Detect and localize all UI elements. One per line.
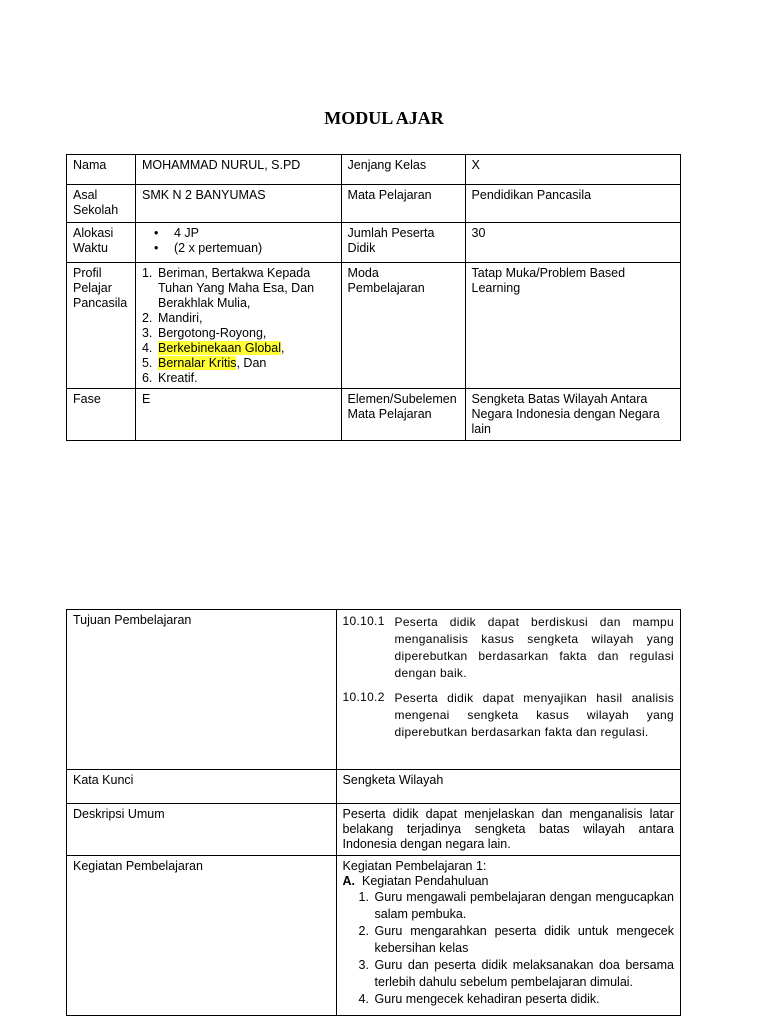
page-title: MODUL AJAR xyxy=(324,108,444,128)
kegiatan-value xyxy=(336,856,680,1016)
tujuan-item: 10.10.2 Peserta didik dapat menyajikan hasil analisis mengenai sengketa kasus wilayah yang diperebutkan berdasarkan fakta dan regulasi. xyxy=(342,690,674,739)
deskripsi-label: Deskripsi Umum xyxy=(67,804,337,856)
alokasi-label: Alokasi Waktu xyxy=(67,223,136,263)
identity-table xyxy=(66,154,681,441)
kegiatan-item: 2. Guru mengarahkan peserta didik untuk mengecek kebersihan kelas xyxy=(358,924,674,955)
deskripsi-value: Peserta didik dapat menjelaskan dan menganalisis latar belakang terjadinya sengketa batas wilayah antara Indonesia dengan negara lain. xyxy=(336,804,680,856)
kegiatan-item: 1. Guru mengawali pembelajaran dengan mengucapkan salam pembuka. xyxy=(358,890,674,921)
alokasi-item: • (2 x pertemuan) xyxy=(142,241,335,256)
kegiatan-heading: Kegiatan Pembelajaran 1: xyxy=(342,859,487,873)
kegiatan-item: 4. Guru mengecek kehadiran peserta didik. xyxy=(358,992,600,1006)
jenjang-label: Jenjang Kelas xyxy=(341,155,465,185)
elemen-label: Elemen/Subelemen Mata Pelajaran xyxy=(341,389,465,441)
elemen-value: Sengketa Batas Wilayah Antara Negara Indonesia dengan Negara lain xyxy=(465,389,680,441)
profil-label: Profil Pelajar Pancasila xyxy=(67,263,136,389)
tujuan-label: Tujuan Pembelajaran xyxy=(67,610,337,770)
kegiatan-item: 3. Guru dan peserta didik melaksanakan doa bersama terlebih dahulu sebelum pembelajaran dimulai. xyxy=(358,958,674,989)
mapel-value: Pendidikan Pancasila xyxy=(465,185,680,223)
alokasi-value xyxy=(135,223,341,263)
jumlah-label: Jumlah Peserta Didik xyxy=(341,223,465,263)
fase-value: E xyxy=(135,389,341,441)
kata-kunci-label: Kata Kunci xyxy=(67,770,337,804)
alokasi-item: • 4 JP xyxy=(142,226,335,241)
jenjang-value: X xyxy=(465,155,680,185)
mapel-label: Mata Pelajaran xyxy=(341,185,465,223)
highlighted-text: Bernalar Kritis xyxy=(157,356,237,370)
profil-item: 5. Bernalar Kritis, Dan xyxy=(141,356,267,370)
nama-label: Nama xyxy=(67,155,136,185)
profil-item: 6. Kreatif. xyxy=(141,371,198,385)
kegiatan-label: Kegiatan Pembelajaran xyxy=(67,856,337,1016)
details-table xyxy=(66,609,681,1016)
asal-label: Asal Sekolah xyxy=(67,185,136,223)
asal-value: SMK N 2 BANYUMAS xyxy=(135,185,341,223)
tujuan-item: 10.10.1 Peserta didik dapat berdiskusi dan mampu menganalisis kasus sengketa wilayah yang diperebutkan berdasarkan fakta dan regulasi dengan baik. xyxy=(342,614,674,680)
kegiatan-subheading: A. Kegiatan Pendahuluan xyxy=(342,874,489,888)
profil-value xyxy=(135,263,341,389)
highlighted-text: Berkebinekaan Global xyxy=(157,341,281,355)
profil-item: 4. Berkebinekaan Global, xyxy=(141,341,285,355)
moda-label: Moda Pembelajaran xyxy=(341,263,465,389)
fase-label: Fase xyxy=(67,389,136,441)
profil-item: 2. Mandiri, xyxy=(141,311,203,325)
tujuan-value xyxy=(336,610,680,770)
moda-value: Tatap Muka/Problem Based Learning xyxy=(465,263,680,389)
kata-kunci-value: Sengketa Wilayah xyxy=(336,770,680,804)
nama-value: MOHAMMAD NURUL, S.PD xyxy=(135,155,341,185)
profil-item: 3. Bergotong-Royong, xyxy=(141,326,267,340)
profil-item: 1. Beriman, Bertakwa Kepada Tuhan Yang Maha Esa, Dan Berakhlak Mulia, xyxy=(141,266,315,310)
jumlah-value: 30 xyxy=(465,223,680,263)
